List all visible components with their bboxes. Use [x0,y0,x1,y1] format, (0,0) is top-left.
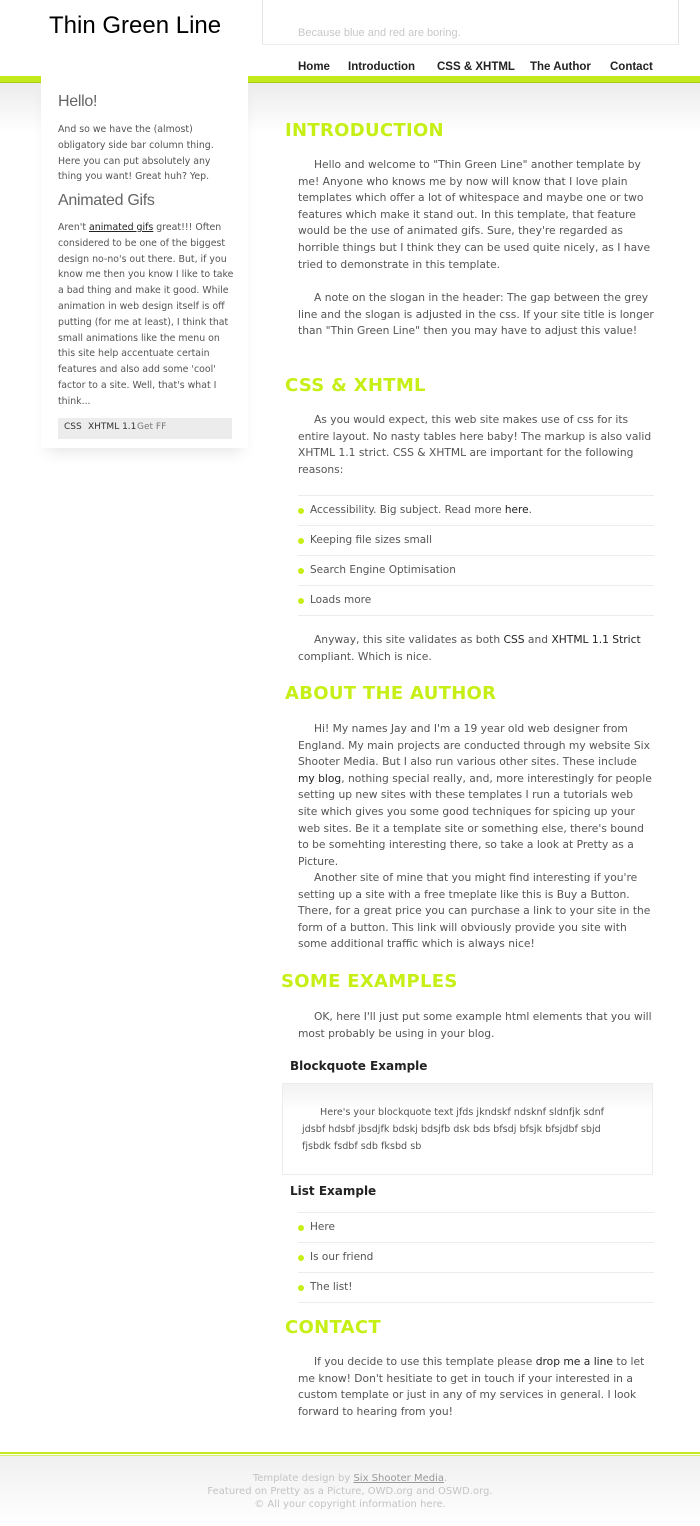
read-more-here-link[interactable]: here [504,504,529,516]
bullet-icon [298,538,304,544]
css-xhtml-reasons-list [298,495,654,616]
author-paragraph-2: Another site of mine that you might find interesting if you're setting up a site with a free tmeplate like this is Buy a Button. There, for a great price you can purchase a link to your site in the form of a button. This link will obviously provide you site with some additional traffic which is always nice! [298,871,651,951]
sidebar-hello-text: And so we have the (almost) obligatory side bar column thing. Here you can put absolutely any thing you want! Great huh? Yep. [58,124,214,183]
contact-paragraph: If you decide to use this template please drop me a line to let me know! Don't hesitiate to get in touch if your interested in a custom template or just in any of my services in general. I look forward to hearing from you! [298,1355,645,1418]
example-list [298,1212,654,1303]
sidebar-hello-heading: Hello! [58,93,98,110]
sidebar [41,74,248,448]
author-paragraph-1: Hi! My names Jay and I'm a 19 year old web designer from England. My main projects are conducted through my website Six Shooter Media. But I also run various other sites. These include my blog, nothing special really, and, more interestingly for people setting up new sites with these templates I run a tutorials web site which gives you some good techniques for spicing up your web sites. Be it a template site or something else, there's bound to be somehting interesting there, so take a look at Pretty as a Picture. [298,722,652,868]
footer-green-line [0,1452,700,1454]
nav-item-the-author[interactable]: The Author [530,61,591,73]
css-xhtml-paragraph-2: Anyway, this site validates as both CSS and XHTML 1.1 Strict compliant. Which is nice. [298,633,641,663]
bullet-icon [298,568,304,574]
six-shooter-media-link[interactable]: Six Shooter Media [353,1473,444,1484]
footer-featured: Featured on Pretty as a Picture, OWD.org and OSWD.org. [207,1486,493,1497]
blockquote-text: Here's your blockquote text jfds jkndskf ndsknf sldnfjk sdnf jdsbf hdsbf jbsdjfk bdskj bdsjfb dsk bds bfsdj bfsjk bfsjdbf sbjd fjsbdk fsdbf sdb fksbd sb [302,1107,605,1152]
xhtml-badge-link[interactable]: XHTML 1.1 [88,422,137,432]
list-item: Search Engine Optimisation [298,555,654,585]
list-example-heading: List Example [290,1184,377,1198]
footer-copyright: © All your copyright information here. [254,1499,446,1510]
introduction-paragraph-2: A note on the slogan in the header: The gap between the grey line and the slogan is adjusted in the css. If your site title is longer than "Thin Green Line" then you may have to adjust this value! [298,291,654,338]
css-xhtml-heading: CSS & XHTML [285,375,426,396]
list-item: Accessibility. Big subject. Read more here. [298,495,654,525]
get-ff-badge-link[interactable]: Get FF [137,422,167,432]
footer-credit: Template design by Six Shooter Media. [252,1473,448,1484]
list-item: Here [298,1212,654,1242]
bullet-icon [298,598,304,604]
sidebar-gifs-text: Aren't animated gifs great!!! Often considered to be one of the biggest design no-no's out there. But, if you know me then you know I like to take a bad thing and make it good. While animation in web design itself is off putting (for me at least), I think that small animations like the menu on this site help accentuate certain features and also add some 'cool' factor to a site. Well, that's what I think... [58,222,234,407]
site-title[interactable]: Thin Green Line [49,12,222,39]
blockquote-example-heading: Blockquote Example [290,1059,428,1073]
nav-item-css-xhtml[interactable]: CSS & XHTML [437,61,515,73]
bullet-icon [298,1285,304,1291]
sidebar-gifs-heading: Animated Gifs [58,192,155,209]
nav-item-home[interactable]: Home [298,61,330,73]
list-item: The list! [298,1272,654,1303]
introduction-paragraph-1: Hello and welcome to "Thin Green Line" another template by me! Anyone who knows me by now will know that I love plain templates which offer a lot of whitespace and maybe one or two features which make it stand out. In this template, that feature would be the use of animated gifs. Sure, they're regarded as horrible things but I think they can be used quite nicely, as I have tried to demonstrate in this template. [298,158,651,271]
list-item: Keeping file sizes small [298,525,654,555]
my-blog-link[interactable]: my blog [298,771,342,785]
nav-item-introduction[interactable]: Introduction [348,61,416,73]
css-validator-link[interactable]: CSS [503,633,525,646]
nav-item-contact[interactable]: Contact [610,61,653,73]
examples-paragraph: OK, here I'll just put some example html elements that you will most probably be using in your blog. [298,1010,652,1040]
list-item: Loads more [298,585,654,616]
introduction-heading: INTRODUCTION [285,120,444,141]
bullet-icon [298,508,304,514]
animated-gifs-link[interactable]: animated gifs [89,222,154,233]
drop-me-a-line-link[interactable]: drop me a line [535,1355,613,1368]
about-author-heading: ABOUT THE AUTHOR [285,683,497,704]
site-slogan: Because blue and red are boring. [298,27,461,39]
blockquote [282,1083,653,1175]
css-badge-link[interactable]: CSS [64,422,82,432]
xhtml-validator-link[interactable]: XHTML 1.1 Strict [551,633,641,646]
bullet-icon [298,1225,304,1231]
validation-badges [58,418,232,439]
header-divider [262,0,263,44]
bullet-icon [298,1255,304,1261]
contact-heading: CONTACT [285,1317,381,1338]
list-item: Is our friend [298,1242,654,1272]
header-right-divider [678,0,679,44]
header-rule [262,44,679,45]
css-xhtml-paragraph-1: As you would expect, this web site makes use of css for its entire layout. No nasty tables here baby! The markup is also valid XHTML 1.1 strict. CSS & XHTML are important for the following reasons: [298,413,652,476]
examples-heading: SOME EXAMPLES [281,971,458,992]
